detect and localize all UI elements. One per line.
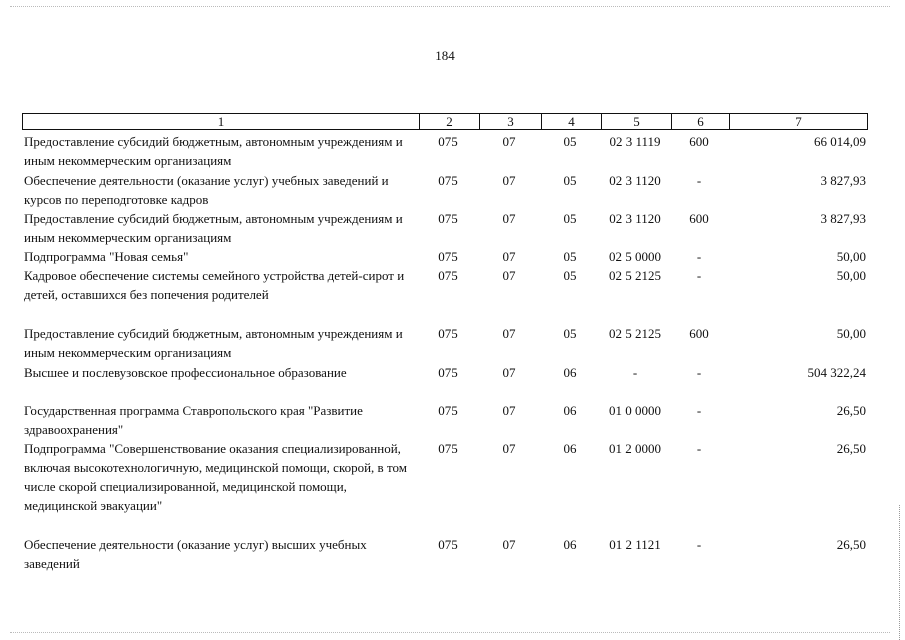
header-col-4: 4 — [541, 114, 601, 129]
row-name: Подпрограмма "Совершенствование оказания специализированной, включая высокотехнологичную, медицинской помощи, скорой, в том числе скорой специализированной, медицинской помощи, медицинской эвакуации" — [24, 441, 407, 513]
row-col-3: 07 — [502, 365, 516, 380]
row-col-6: - — [696, 249, 702, 264]
row-col-7: 66 014,09 — [814, 134, 866, 149]
row-col-6: - — [696, 537, 702, 552]
row-col-6: - — [696, 268, 702, 283]
row-col-3: 07 — [502, 403, 516, 418]
row-col-6: 600 — [689, 211, 709, 226]
row-col-7: 26,50 — [836, 441, 866, 456]
row-col-7: 50,00 — [836, 268, 866, 283]
row-col-2: 075 — [438, 173, 458, 188]
page-number: 184 — [435, 48, 455, 63]
row-col-5: - — [632, 365, 638, 380]
row-col-7: 3 827,93 — [820, 173, 866, 188]
row-col-4: 06 — [563, 365, 577, 380]
row-col-4: 06 — [563, 403, 577, 418]
row-col-3: 07 — [502, 537, 516, 552]
row-col-2: 075 — [438, 441, 458, 456]
row-col-5: 02 5 0000 — [609, 249, 661, 264]
row-col-6: 600 — [689, 326, 709, 341]
row-col-4: 05 — [563, 211, 577, 226]
row-col-5: 02 3 1120 — [609, 211, 661, 226]
row-col-3: 07 — [502, 249, 516, 264]
header-col-1: 1 — [217, 114, 225, 129]
row-name: Обеспечение деятельности (оказание услуг) высших учебных заведений — [24, 537, 367, 571]
row-col-6: - — [696, 173, 702, 188]
scan-artifact-edge — [899, 505, 902, 640]
row-col-5: 01 2 0000 — [609, 441, 661, 456]
row-name: Кадровое обеспечение системы семейного устройства детей-сирот и детей, оставшихся без попечения родителей — [24, 268, 405, 302]
row-col-2: 075 — [438, 326, 458, 341]
row-col-4: 06 — [563, 537, 577, 552]
row-col-5: 02 3 1120 — [609, 173, 661, 188]
row-col-4: 06 — [563, 441, 577, 456]
row-col-7: 3 827,93 — [820, 211, 866, 226]
row-col-2: 075 — [438, 249, 458, 264]
scan-artifact-top — [10, 6, 890, 8]
row-col-2: 075 — [438, 403, 458, 418]
row-col-2: 075 — [438, 365, 458, 380]
row-name: Предоставление субсидий бюджетным, автономным учреждениям и иным некоммерческим организациям — [24, 134, 403, 168]
row-col-7: 504 322,24 — [807, 365, 866, 380]
row-col-3: 07 — [502, 268, 516, 283]
row-col-7: 26,50 — [836, 403, 866, 418]
row-col-3: 07 — [502, 211, 516, 226]
row-col-7: 50,00 — [836, 249, 866, 264]
row-col-3: 07 — [502, 173, 516, 188]
row-col-6: 600 — [689, 134, 709, 149]
header-col-5: 5 — [601, 114, 671, 129]
row-col-3: 07 — [502, 441, 516, 456]
header-col-7: 7 — [729, 114, 867, 129]
row-col-3: 07 — [502, 326, 516, 341]
row-col-4: 05 — [563, 134, 577, 149]
row-col-5: 02 5 2125 — [609, 326, 661, 341]
row-name: Подпрограмма "Новая семья" — [24, 249, 189, 264]
row-col-3: 07 — [502, 134, 516, 149]
row-col-4: 05 — [563, 249, 577, 264]
row-col-4: 05 — [563, 268, 577, 283]
row-col-5: 02 5 2125 — [609, 268, 661, 283]
row-col-7: 50,00 — [836, 326, 866, 341]
row-name: Обеспечение деятельности (оказание услуг) учебных заведений и курсов по переподготовке кадров — [24, 173, 389, 207]
row-col-4: 05 — [563, 326, 577, 341]
row-col-2: 075 — [438, 268, 458, 283]
row-col-2: 075 — [438, 537, 458, 552]
row-col-5: 01 2 1121 — [609, 537, 661, 552]
row-col-2: 075 — [438, 134, 458, 149]
row-col-6: - — [696, 365, 702, 380]
row-name: Высшее и послевузовское профессиональное образование — [24, 365, 347, 380]
row-col-2: 075 — [438, 211, 458, 226]
row-name: Государственная программа Ставропольского края "Развитие здравоохранения" — [24, 403, 363, 437]
row-col-7: 26,50 — [836, 537, 866, 552]
row-col-4: 05 — [563, 173, 577, 188]
header-col-6: 6 — [671, 114, 729, 129]
table-header — [22, 113, 868, 130]
header-col-2: 2 — [419, 114, 479, 129]
row-col-6: - — [696, 403, 702, 418]
scan-artifact-bottom — [10, 632, 890, 634]
row-name: Предоставление субсидий бюджетным, автономным учреждениям и иным некоммерческим организациям — [24, 211, 403, 245]
row-name: Предоставление субсидий бюджетным, автономным учреждениям и иным некоммерческим организациям — [24, 326, 403, 360]
row-col-5: 02 3 1119 — [609, 134, 661, 149]
row-col-5: 01 0 0000 — [609, 403, 661, 418]
header-col-3: 3 — [479, 114, 541, 129]
row-col-6: - — [696, 441, 702, 456]
